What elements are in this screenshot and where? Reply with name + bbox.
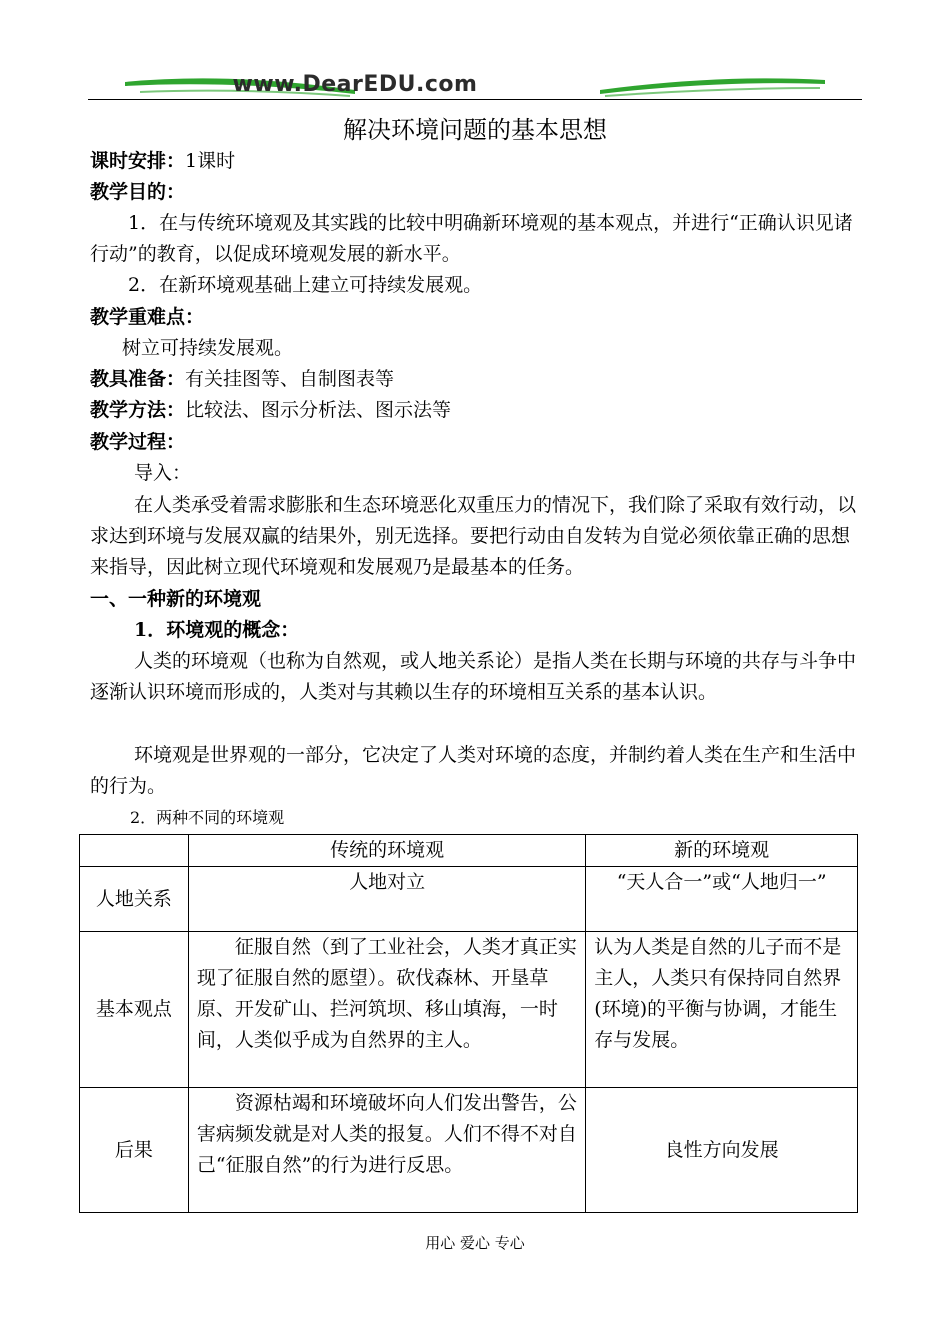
subsection-2-heading: 2．两种不同的环境观 (130, 808, 285, 827)
cell-modern-consequence: 良性方向发展 (586, 1088, 858, 1213)
schedule-value: 1课时 (185, 150, 236, 172)
schedule-label: 课时安排： (90, 150, 186, 172)
page-footer: 用心 爱心 专心 (425, 1234, 525, 1252)
cell-modern-relation: “天人合一”或“人地归一” (586, 867, 858, 932)
method-line (90, 395, 451, 426)
site-url: www.DearEDU.com (232, 72, 478, 97)
concept-paragraph-2: 环境观是世界观的一部分，它决定了人类对环境的态度，并制约着人类在生产和生活中的行为。 (90, 744, 857, 797)
goal-label: 教学目的： (90, 181, 186, 203)
page-title: 解决环境问题的基本思想 (343, 116, 607, 144)
comparison-table (79, 834, 858, 1213)
goal-2: 2．在新环境观基础上建立可持续发展观。 (128, 274, 483, 296)
cell-traditional-relation: 人地对立 (188, 867, 585, 932)
table-header-modern: 新的环境观 (586, 835, 858, 867)
table-header-empty (80, 835, 189, 867)
table-row (80, 1088, 858, 1213)
concept-paragraph-1: 人类的环境观（也称为自然观，或人地关系论）是指人类在长期与环境的共存与斗争中逐渐认识环境而形成的，人类对与其赖以生存的环境相互关系的基本认识。 (90, 650, 857, 703)
key-value: 树立可持续发展观。 (122, 337, 294, 359)
cell-modern-viewpoint: 认为人类是自然的儿子而不是主人，人类只有保持同自然界(环境)的平衡与协调，才能生存与发展。 (586, 932, 858, 1088)
table-row (80, 932, 858, 1088)
table-header-row (80, 835, 858, 867)
tools-value: 有关挂图等、自制图表等 (185, 368, 395, 390)
row-head-consequence: 后果 (80, 1088, 189, 1213)
row-head-viewpoint: 基本观点 (80, 932, 189, 1088)
header-divider (88, 99, 862, 100)
method-label: 教学方法： (90, 399, 186, 421)
table-header-traditional: 传统的环境观 (188, 835, 585, 867)
table-row (80, 867, 858, 932)
intro-label: 导入： (134, 462, 192, 484)
intro-text: 在人类承受着需求膨胀和生态环境恶化双重压力的情况下，我们除了采取有效行动，以求达到环境与发展双赢的结果外，别无选择。要把行动由自发转为自觉必须依靠正确的思想来指导，因此树立现代环境观和发展观乃是最基本的任务。 (90, 494, 857, 578)
key-label: 教学重难点： (90, 306, 205, 328)
subsection-1-heading: 1．环境观的概念： (134, 619, 300, 641)
process-label: 教学过程： (90, 431, 186, 453)
goal-1: 1．在与传统环境观及其实践的比较中明确新环境观的基本观点，并进行“正确认识见诸行动”的教育，以促成环境观发展的新水平。 (90, 212, 853, 265)
schedule-line (90, 146, 235, 177)
method-value: 比较法、图示分析法、图示法等 (185, 399, 452, 421)
section-1-heading: 一、一种新的环境观 (90, 588, 262, 610)
tools-label: 教具准备： (90, 368, 186, 390)
tools-line (90, 364, 394, 395)
cell-traditional-consequence: 资源枯竭和环境破坏向人们发出警告，公害病频发就是对人类的报复。人们不得不对自己“征服自然”的行为进行反思。 (188, 1088, 585, 1213)
row-head-relation: 人地关系 (80, 867, 189, 932)
cell-traditional-viewpoint: 征服自然（到了工业社会，人类才真正实现了征服自然的愿望）。砍伐森林、开垦草原、开发矿山、拦河筑坝、移山填海，一时间，人类似乎成为自然界的主人。 (188, 932, 585, 1088)
